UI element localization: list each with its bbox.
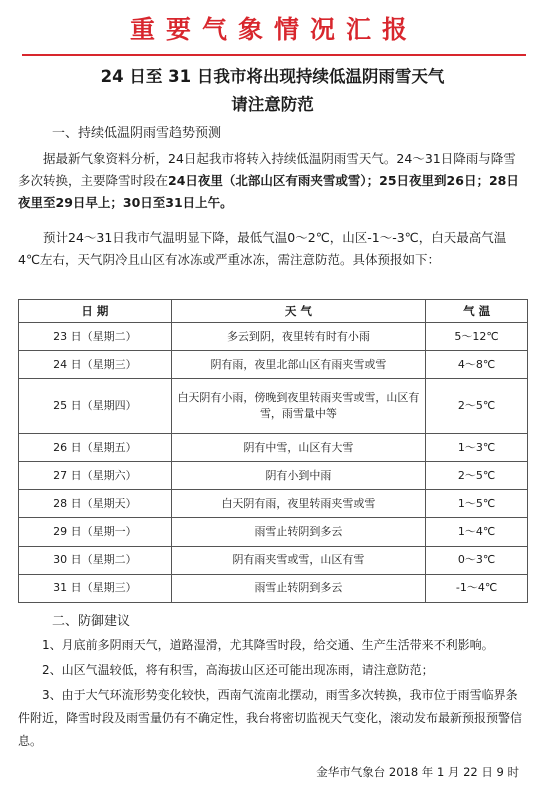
- cell-temperature: 2～5℃: [426, 379, 528, 434]
- table-row: [19, 574, 528, 602]
- paragraph-1-text: 据最新气象资料分析，24日起我市将转入持续低温阴雨雪天气。24～31日降雨与降雪多次转换，主要降雪时段在: [18, 151, 516, 188]
- cell-temperature: 0～3℃: [426, 546, 528, 574]
- section1-paragraph-1: [18, 148, 528, 214]
- main-title-line2: 请注意防范: [231, 95, 314, 114]
- cell-temperature: -1～4℃: [426, 574, 528, 602]
- cell-weather: 多云到阴，夜里转有时有小雨: [171, 323, 426, 351]
- forecast-table: [18, 299, 528, 603]
- cell-weather: 阴有小到中雨: [171, 462, 426, 490]
- cell-temperature: 1～4℃: [426, 518, 528, 546]
- cell-weather: 白天阴有雨，夜里转雨夹雪或雪: [171, 490, 426, 518]
- cell-date: 30 日（星期二）: [19, 546, 172, 574]
- cell-temperature: 5～12℃: [426, 323, 528, 351]
- cell-temperature: 2～5℃: [426, 462, 528, 490]
- table-row: [19, 351, 528, 379]
- cell-weather: 白天阴有小雨，傍晚到夜里转雨夹雪或雪，山区有雪，雨雪量中等: [171, 379, 426, 434]
- cell-weather: 雨雪止转阴到多云: [171, 574, 426, 602]
- report-header: [22, 14, 526, 50]
- table-row: [19, 323, 528, 351]
- cell-temperature: 4～8℃: [426, 351, 528, 379]
- table-row: [19, 490, 528, 518]
- section2-heading: 二、防御建议: [52, 614, 131, 629]
- column-header-weather: 天 气: [171, 300, 426, 323]
- advice-item-2: 2、山区气温较低，将有积雪，高海拔山区还可能出现冻雨，请注意防范；: [42, 663, 434, 677]
- section1-heading: 一、持续低温阴雨雪趋势预测: [52, 126, 222, 141]
- cell-date: 25 日（星期四）: [19, 379, 172, 434]
- advice-item-3: 3、由于大气环流形势变化较快，西南气流南北摆动，雨雪多次转换，我市位于雨雪临界条件附近，降雪时段及雨雪量仍有不确定性，我台将密切监视天气变化，滚动发布最新预报预警信息。: [18, 688, 523, 748]
- paragraph-1-snow-periods: 24日夜里（北部山区有雨夹雪或雪）；25日夜里到26日；28日夜里至29日早上；30日至31日上午。: [18, 173, 519, 210]
- advice-item-1: 1、月底前多阴雨天气，道路湿滑，尤其降雪时段，给交通、生产生活带来不利影响。: [42, 638, 494, 652]
- cell-weather: 阴有雨，夜里北部山区有雨夹雪或雪: [171, 351, 426, 379]
- column-header-date: 日 期: [19, 300, 172, 323]
- cell-weather: 阴有雨夹雪或雪，山区有雪: [171, 546, 426, 574]
- cell-temperature: 1～3℃: [426, 433, 528, 461]
- cell-date: 31 日（星期三）: [19, 574, 172, 602]
- cell-date: 29 日（星期一）: [19, 518, 172, 546]
- main-title-line1: 24 日至 31 日我市将出现持续低温阴雨雪天气: [100, 67, 445, 86]
- table-row: [19, 462, 528, 490]
- report-header-title: 重要气象情况汇报: [129, 15, 418, 44]
- table-header-row: [19, 300, 528, 323]
- table-row: [19, 546, 528, 574]
- cell-temperature: 1～5℃: [426, 490, 528, 518]
- column-header-temperature: 气 温: [426, 300, 528, 323]
- table-row: [19, 433, 528, 461]
- table-row: [19, 379, 528, 434]
- cell-weather: 阴有中雪，山区有大雪: [171, 433, 426, 461]
- cell-date: 24 日（星期三）: [19, 351, 172, 379]
- section1-paragraph-2: 预计24～31日我市气温明显下降，最低气温0～2℃，山区-1～-3℃，白天最高气温4℃左右，天气阴冷且山区有冰冻或严重冰冻，需注意防范。具体预报如下：: [18, 230, 507, 267]
- cell-date: 23 日（星期二）: [19, 323, 172, 351]
- table-row: [19, 518, 528, 546]
- cell-date: 28 日（星期天）: [19, 490, 172, 518]
- header-red-rule: [22, 54, 526, 56]
- cell-date: 26 日（星期五）: [19, 433, 172, 461]
- cell-date: 27 日（星期六）: [19, 462, 172, 490]
- issuer-signature: 金华市气象台 2018 年 1 月 22 日 9 时: [316, 765, 519, 779]
- cell-weather: 雨雪止转阴到多云: [171, 518, 426, 546]
